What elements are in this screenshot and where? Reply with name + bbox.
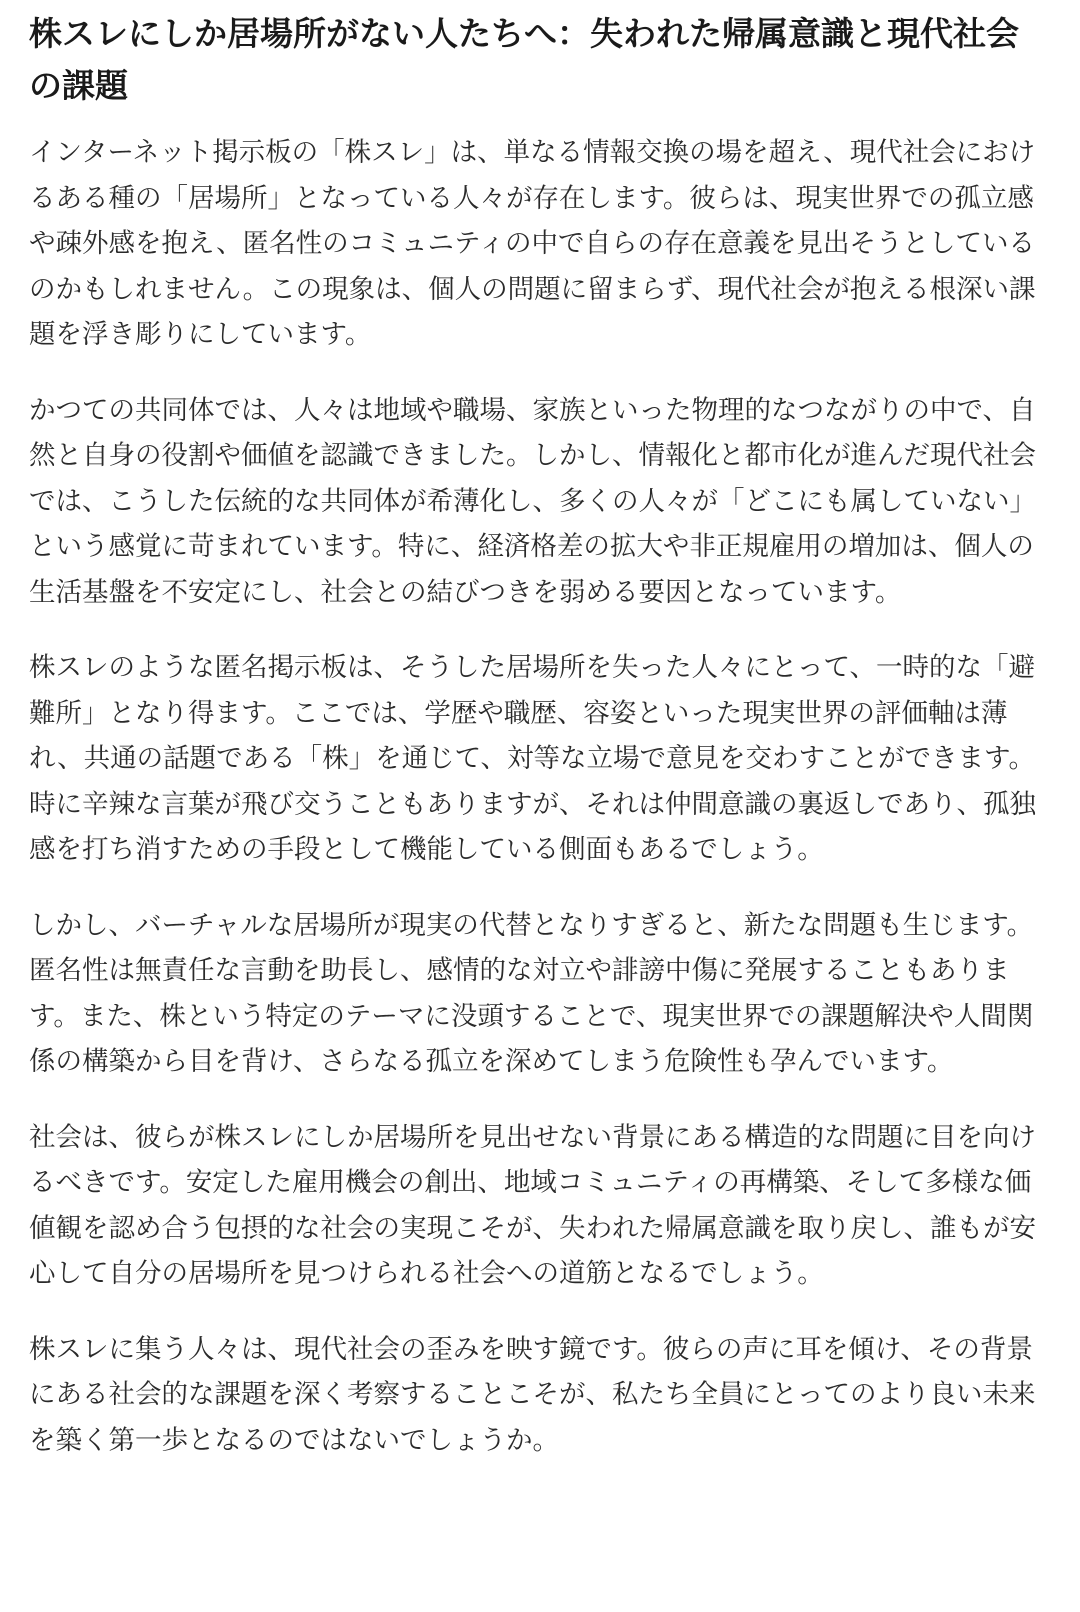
article-paragraph-3: 株スレのような匿名掲示板は、そうした居場所を失った人々にとって、一時的な「避難所」となり得ます。ここでは、学歴や職歴、容姿といった現実世界の評価軸は薄れ、共通の話題である「株」を通じて、対等な立場で意見を交わすことができます。時に辛辣な言葉が飛び交うこともありますが、それは仲間意識の裏返しであり、孤独感を打ち消すための手段として機能している側面もあるでしょう。 <box>29 652 1036 865</box>
article-paragraph-2: かつての共同体では、人々は地域や職場、家族といった物理的なつながりの中で、自然と自身の役割や価値を認識できました。しかし、情報化と都市化が進んだ現代社会では、こうした伝統的な共同体が希薄化し、多くの人々が「どこにも属していない」という感覚に苛まれています。特に、経済格差の拡大や非正規雇用の増加は、個人の生活基盤を不安定にし、社会との結びつきを弱める要因となっています。 <box>29 394 1036 608</box>
article-title: 株スレにしか居場所がない人たちへ：失われた帰属意識と現代社会の課題 <box>29 14 1019 105</box>
article-paragraph-4: しかし、バーチャルな居場所が現実の代替となりすぎると、新たな問題も生じます。匿名性は無責任な言動を助長し、感情的な対立や誹謗中傷に発展することもあります。また、株という特定のテーマに没頭することで、現実世界での課題解決や人間関係の構築から目を背け、さらなる孤立を深めてしまう危険性も孕んでいます。 <box>29 909 1034 1077</box>
article-paragraph-6: 株スレに集う人々は、現代社会の歪みを映す鏡です。彼らの声に耳を傾け、その背景にある社会的な課題を深く考察することこそが、私たち全員にとってのより良い未来を築く第一歩となるのではないでしょうか。 <box>29 1333 1036 1456</box>
article-paragraph-1: インターネット掲示板の「株スレ」は、単なる情報交換の場を超え、現代社会におけるある種の「居場所」となっている人々が存在します。彼らは、現実世界での孤立感や疎外感を抱え、匿名性のコミュニティの中で自らの存在意義を見出そうとしているのかもしれません。この現象は、個人の問題に留まらず、現代社会が抱える根深い課題を浮き彫りにしています。 <box>29 137 1036 350</box>
article-paragraph-5: 社会は、彼らが株スレにしか居場所を見出せない背景にある構造的な問題に目を向けるべきです。安定した雇用機会の創出、地域コミュニティの再構築、そして多様な価値観を認め合う包摂的な社会の実現こそが、失われた帰属意識を取り戻し、誰もが安心して自分の居場所を見つけられる社会への道筋となるでしょう。 <box>29 1121 1036 1289</box>
